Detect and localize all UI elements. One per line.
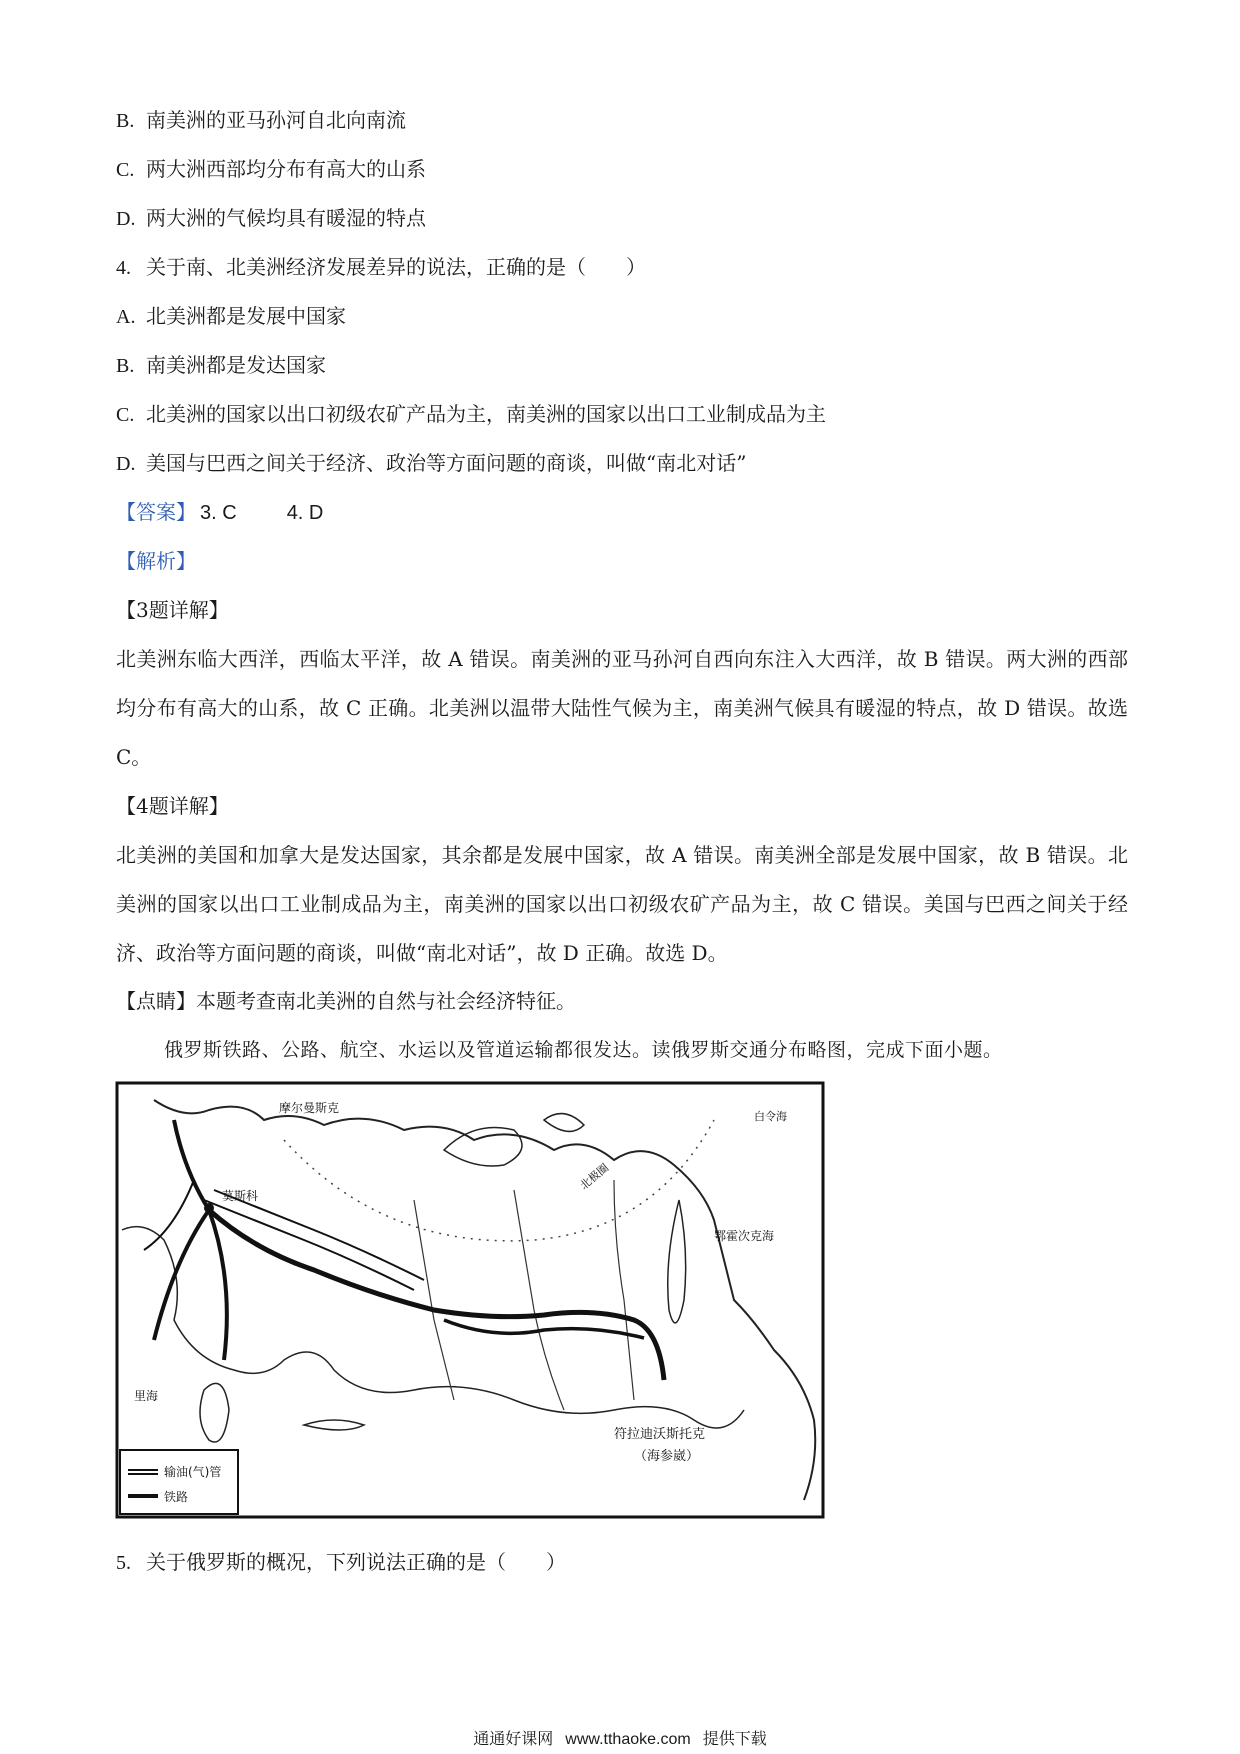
analysis-label: 【解析】 xyxy=(116,549,196,573)
q4-option-b xyxy=(116,351,326,380)
q4-option-d xyxy=(116,449,746,478)
answer-label: 【答案】 xyxy=(116,500,196,524)
legend-text-railway: 铁路 xyxy=(164,1490,189,1504)
label-east: 鄂霍次克海 xyxy=(714,1229,775,1243)
question-text: 关于俄罗斯的概况，下列说法正确的是（ ） xyxy=(146,1550,566,1574)
label-arctic: 北极圈 xyxy=(577,1161,612,1193)
option-letter: D. xyxy=(116,208,136,230)
page-footer xyxy=(0,1730,1240,1750)
detail4-text: 北美洲的美国和加拿大是发达国家，其余都是发展中国家，故 A 错误。南美洲全部是发展中国家，故 B 错误。北美洲的国家以出口工业制成品为主，南美洲的国家以出口初级农矿产品为主，故 C 错误。美国与巴西之间关于经济、政治等方面问题的商谈，叫做“南北对话”，故 D 正确。故选 D。 xyxy=(116,843,1128,965)
legend-box xyxy=(120,1450,238,1514)
question-text: 关于南、北美洲经济发展差异的说法，正确的是（ ） xyxy=(146,255,646,279)
q4-stem xyxy=(116,253,646,282)
option-text: 两大洲西部均分布有高大的山系 xyxy=(146,157,426,181)
moscow-marker xyxy=(204,1203,214,1213)
answer-line xyxy=(116,498,323,527)
russia-transport-map xyxy=(114,1080,826,1520)
remark-line xyxy=(116,987,576,1015)
detail3-heading: 【3题详解】 xyxy=(116,598,229,622)
footer-site: 通通好课网 xyxy=(473,1731,554,1748)
map-legend xyxy=(120,1450,238,1514)
label-moscow: 莫斯科 xyxy=(222,1189,259,1203)
q3-option-d xyxy=(116,204,426,233)
remark-text: 本题考查南北美洲的自然与社会经济特征。 xyxy=(196,989,576,1013)
detail4-heading: 【4题详解】 xyxy=(116,794,229,818)
label-sea: 里海 xyxy=(134,1389,159,1403)
q4-option-c xyxy=(116,400,826,429)
remark-label: 【点睛】 xyxy=(116,989,196,1013)
option-text: 北美洲的国家以出口初级农矿产品为主，南美洲的国家以出口工业制成品为主 xyxy=(146,402,826,426)
answer-value: 3. C xyxy=(200,502,237,524)
answer-value: 4. D xyxy=(286,502,324,524)
option-text: 南美洲都是发达国家 xyxy=(146,353,326,377)
option-letter: C. xyxy=(116,404,135,426)
footer-action: 提供下载 xyxy=(702,1731,767,1748)
label-corner: 白令海 xyxy=(754,1110,787,1123)
q4-option-a xyxy=(116,302,346,331)
option-text: 北美洲都是发展中国家 xyxy=(146,304,346,328)
q5-stem xyxy=(116,1548,566,1577)
map-intro: 俄罗斯铁路、公路、航空、水运以及管道运输都很发达。读俄罗斯交通分布略图，完成下面小题。 xyxy=(164,1039,1003,1061)
label-bottom1: 符拉迪沃斯托克 xyxy=(614,1427,706,1442)
option-letter: A. xyxy=(116,306,136,328)
label-bottom2: （海参崴） xyxy=(634,1449,700,1464)
question-number: 4. xyxy=(116,257,131,279)
option-letter: D. xyxy=(116,453,136,475)
option-text: 两大洲的气候均具有暖湿的特点 xyxy=(146,206,426,230)
option-text: 南美洲的亚马孙河自北向南流 xyxy=(146,108,406,132)
option-letter: C. xyxy=(116,159,135,181)
legend-text-pipeline: 输油(气)管 xyxy=(164,1465,222,1479)
footer-url[interactable]: www.tthaoke.com xyxy=(565,1731,691,1748)
q3-option-b xyxy=(116,106,406,135)
label-top: 摩尔曼斯克 xyxy=(279,1101,340,1115)
option-letter: B. xyxy=(116,355,135,377)
question-number: 5. xyxy=(116,1552,131,1574)
option-text: 美国与巴西之间关于经济、政治等方面问题的商谈，叫做“南北对话” xyxy=(146,451,747,475)
detail3-text: 北美洲东临大西洋，西临太平洋，故 A 错误。南美洲的亚马孙河自西向东注入大西洋，故 B 错误。两大洲的西部均分布有高大的山系，故 C 正确。北美洲以温带大陆性气候为主，南美洲气候具有暖湿的特点，故 D 错误。故选 C。 xyxy=(116,647,1128,769)
q3-option-c xyxy=(116,155,426,184)
option-letter: B. xyxy=(116,110,135,132)
